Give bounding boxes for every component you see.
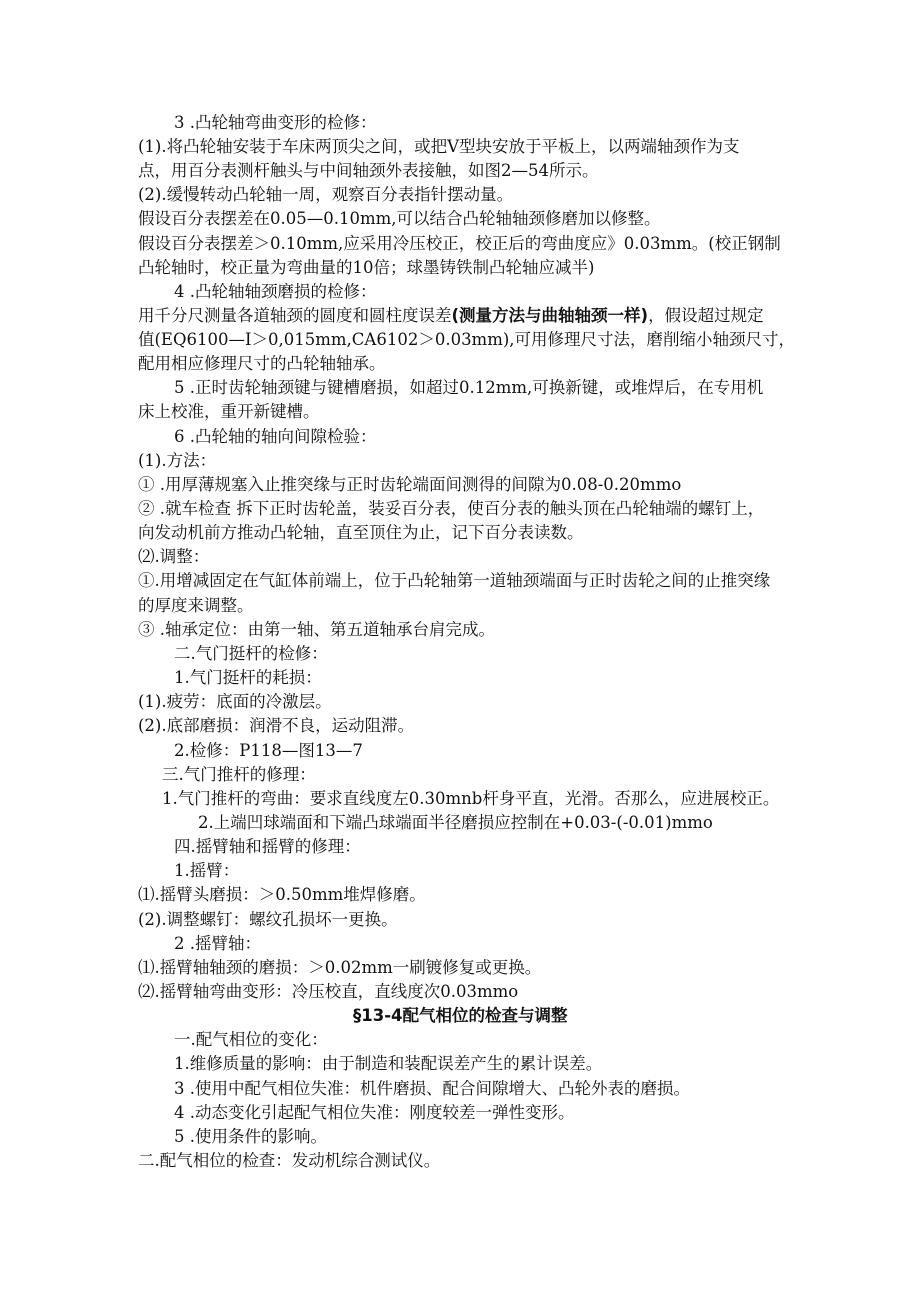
text-line: ⑵.摇臂轴弯曲变形：冷压校直，直线度次0.03mmo [138, 982, 519, 1001]
text-line: 2.上端凹球端面和下端凸球端面半径磨损应控制在+0.03-(-0.01)mmo [198, 813, 713, 832]
text-line: 床上校准，重开新键槽。 [138, 402, 320, 421]
text-run: ，假设超过规定 [648, 306, 764, 325]
text-line: (2).调整螺钉：螺纹孔损坏一更换。 [138, 910, 398, 929]
text-line: 3 .凸轮轴弯曲变形的检修： [174, 113, 377, 132]
section-heading: 二.配气相位的检查：发动机综合测试仪。 [138, 1151, 441, 1170]
text-line: 5 .正时齿轮轴颈键与键槽磨损，如超过0.12mm,可换新键，或堆焊后，在专用机 [174, 378, 764, 397]
text-line: (1).疲劳：底面的冷激层。 [138, 692, 332, 711]
text-line: (1).方法： [138, 451, 217, 470]
text-line: ① .用厚薄规塞入止推突缘与正时齿轮端面间测得的间隙为0.08-0.20mmo [138, 475, 682, 494]
text-line-mixed [138, 304, 764, 328]
text-line: (2).底部磨损：润滑不良，运动阻滞。 [138, 716, 415, 735]
section-heading: 三.气门推杆的修理： [162, 765, 316, 784]
text-line: ⑴.摇臂头磨损：＞0.50mm堆焊修磨。 [138, 885, 426, 904]
text-line: 1.维修质量的影响：由于制造和装配误差产生的累计误差。 [174, 1054, 603, 1073]
text-line: 1.摇臂： [174, 861, 240, 880]
text-line: (1).将凸轮轴安装于车床两顶尖之间，或把V型块安放于平板上，以两端轴颈作为支 [138, 137, 740, 156]
text-line: 的厚度来调整。 [138, 596, 254, 615]
section-heading: 一.配气相位的变化： [174, 1030, 328, 1049]
text-line: 1.气门挺杆的耗损： [174, 668, 322, 687]
chapter-heading: §13-4配气相位的检查与调整 [353, 1006, 568, 1025]
text-line: ⑴.摇臂轴轴颈的磨损：＞0.02mm一刷镀修复或更换。 [138, 958, 542, 977]
text-line: 2 .摇臂轴： [174, 934, 261, 953]
text-line: (2).缓慢转动凸轮轴一周，观察百分表指针摆动量。 [138, 185, 514, 204]
text-line: 假设百分表摆差在0.05—0.10mm,可以结合凸轮轴轴颈修磨加以修整。 [138, 209, 661, 228]
text-line: ⑵.调整： [138, 547, 210, 566]
text-line: 凸轮轴时，校正量为弯曲量的10倍；球墨铸铁制凸轮轴应减半) [138, 258, 595, 277]
section-heading: 四.摇臂轴和摇臂的修理： [174, 837, 361, 856]
text-run: 用千分尺测量各道轴颈的圆度和圆柱度误差 [138, 306, 452, 325]
text-line: 4 .动态变化引起配气相位失准：刚度较差一弹性变形。 [174, 1103, 575, 1122]
text-line: 向发动机前方推动凸轮轴，直至顶住为止，记下百分表读数。 [138, 523, 584, 542]
text-line: 2.检修：P118—图13—7 [174, 741, 363, 760]
text-line: 值(EQ6100—I＞0,015mm,CA6102＞0.03mm),可用修理尺寸法，磨削缩小轴颈尺寸， [138, 330, 796, 349]
bold-run: (测量方法与曲轴轴颈一样) [451, 306, 649, 325]
text-line: 点，用百分表测杆触头与中间轴颈外表接触，如图2—54所示。 [138, 161, 599, 180]
text-line: 3 .使用中配气相位失准：机件磨损、配合间隙增大、凸轮外表的磨损。 [174, 1079, 690, 1098]
section-heading: 二.气门挺杆的检修： [174, 644, 328, 663]
text-line: ③ .轴承定位：由第一轴、第五道轴承台肩完成。 [138, 620, 495, 639]
text-line: 配用相应修理尺寸的凸轮轴轴承。 [138, 354, 386, 373]
text-line: 假设百分表摆差＞0.10mm,应采用冷压校正，校正后的弯曲度应》0.03mm。(校正钢制 [138, 234, 781, 253]
text-line: 4 .凸轮轴轴颈磨损的检修： [174, 282, 377, 301]
text-line: 5 .使用条件的影响。 [174, 1127, 327, 1146]
text-line: 6 .凸轮轴的轴向间隙检验： [174, 427, 377, 446]
text-line: ② .就车检查 拆下正时齿轮盖，装妥百分表，使百分表的触头顶在凸轮轴端的螺钉上， [138, 499, 765, 518]
text-line: ①.用增减固定在气缸体前端上，位于凸轮轴第一道轴颈端面与正时齿轮之间的止推突缘 [138, 571, 771, 590]
text-line: 1.气门推杆的弯曲：要求直线度左0.30mnb杆身平直，光滑。否那么，应进展校正。 [162, 789, 780, 808]
